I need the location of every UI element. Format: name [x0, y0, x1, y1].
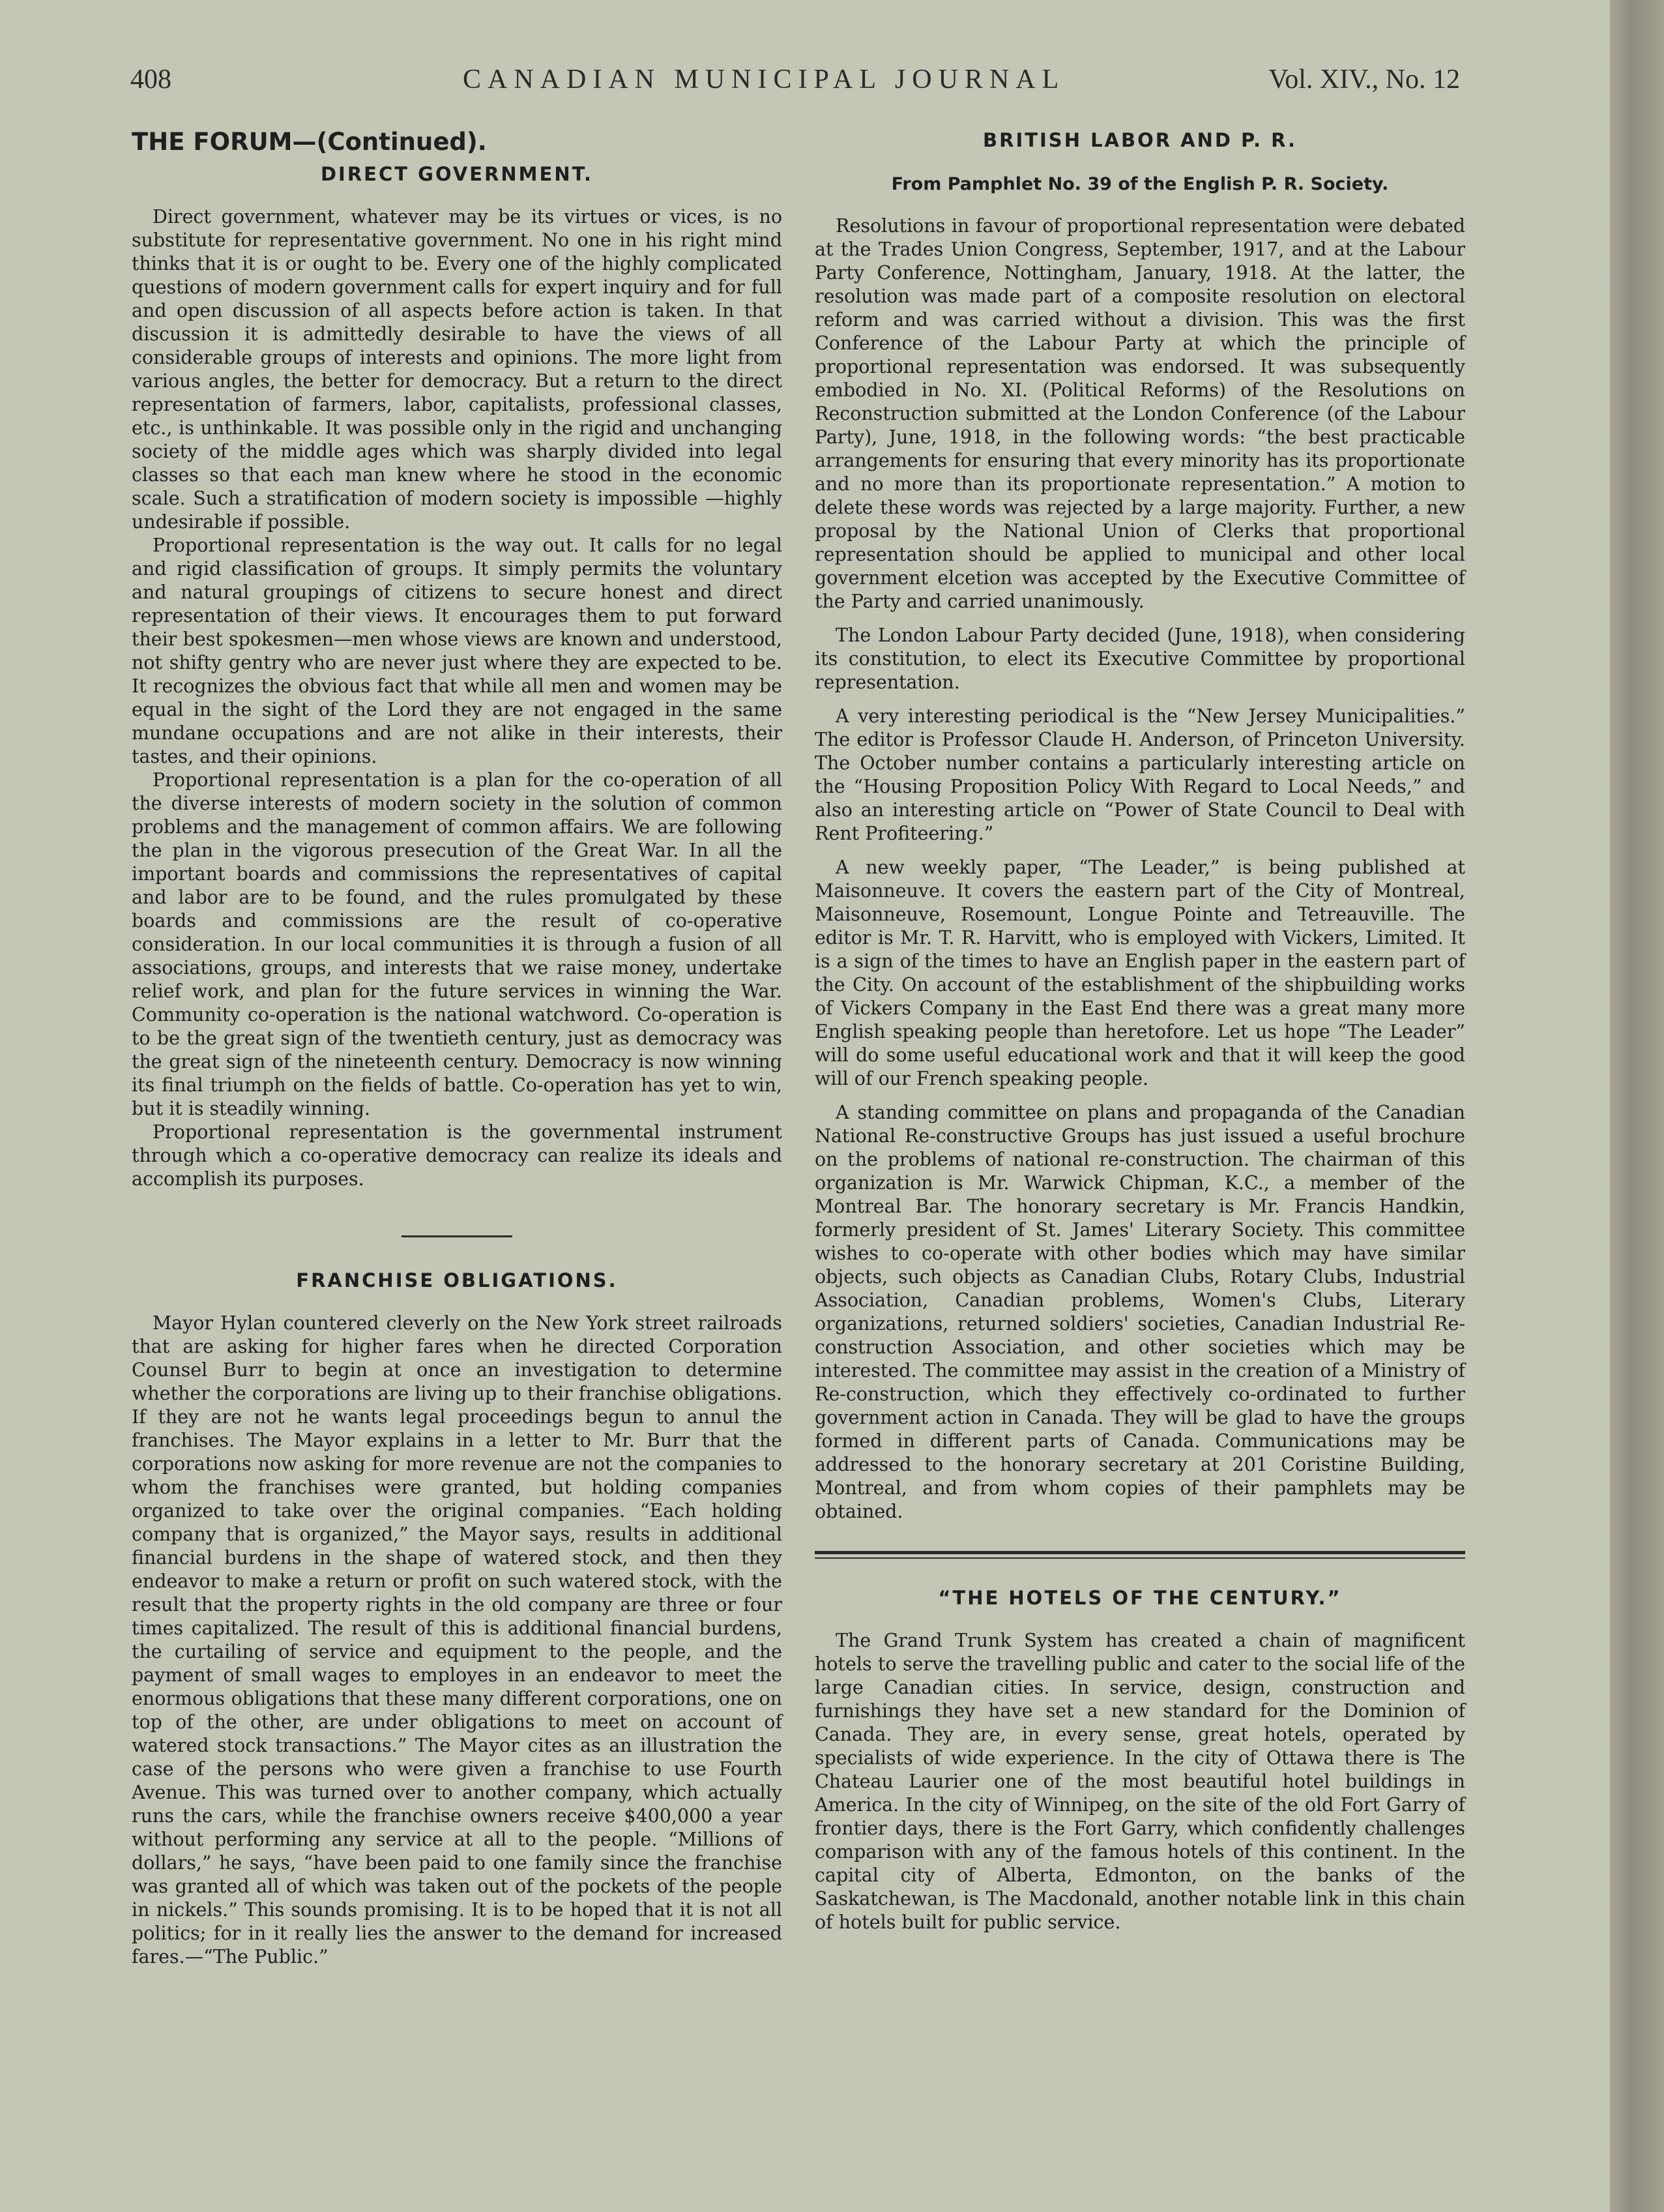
article-paragraph: Proportional representation is the way out. It calls for no legal and rigid classification of groups. It simply permits the voluntary and natural groupings of citizens to secure honest and direct representation of their views. It encourages them to put forward their best spokesmen—men whose views are known and understood, not shifty gentry who are never just where they are expected to be. It recognizes the obvious fact that while all men and women may be equal in the sight of the Lord they are not engaged in the same mundane occupations and are not alike in their interests, their tastes, and their opinions. — [132, 535, 782, 767]
article-paragraph: Direct government, whatever may be its virtues or vices, is no substitute for representative government. No one in his right mind thinks that it is or ought to be. Every one of the highly complicated questions of modern government calls for expert inquiry and for full and open discussion of all aspects before action is taken. In that discussion it is admittedly desirable to have the views of all considerable groups of interests and opinions. The more light from various angles, the better for democracy. But a return to the direct representation of farmers, labor, capitalists, professional classes, etc., is unthinkable. It was possible only in the rigid and unchanging society of the middle ages which was sharply divided into legal classes so that each man knew where he stood in the economic scale. Such a stratification of modern society is impossible —highly undesirable if possible. — [132, 206, 782, 533]
section-divider — [815, 1551, 1465, 1559]
left-column — [132, 127, 782, 1969]
right-column — [815, 127, 1465, 1934]
article-title: “THE HOTELS OF THE CENTURY.” — [938, 1587, 1342, 1609]
article-subtitle: From Pamphlet No. 39 of the English P. R. Society. — [891, 174, 1389, 194]
article-paragraph: A very interesting periodical is the “New Jersey Municipalities.” The editor is Professor Claude H. Anderson, of Princeton University. The October number contains a particularly interesting article on the “Housing Proposition Policy With Regard to Local Needs,” and also an interesting article on “Power of State Council to Deal with Rent Profiteering.” — [815, 705, 1465, 844]
article-title: BRITISH LABOR AND P. R. — [983, 129, 1297, 151]
running-header — [130, 64, 1460, 110]
journal-title: CANADIAN MUNICIPAL JOURNAL — [463, 65, 1066, 95]
article-title: DIRECT GOVERNMENT. — [320, 163, 594, 185]
page-edge — [1610, 0, 1664, 2212]
article-paragraph: A new weekly paper, “The Leader,” is being published at Maisonneuve. It covers the eastern part of the City of Montreal, Maisonneuve, Rosemount, Longue Pointe and Tetreauville. The editor is Mr. T. R. Harvitt, who is employed with Vickers, Limited. It is a sign of the times to have an English paper in the eastern part of the City. On account of the establishment of the shipbuilding works of Vickers Company in the East End there was a great many more English speaking people than heretofore. Let us hope “The Leader” will do some useful educational work and that it will keep the good will of our French speaking people. — [815, 857, 1465, 1089]
volume-number: Vol. XIV., No. 12 — [1268, 65, 1460, 95]
page-number: 408 — [130, 65, 171, 95]
forum-heading: THE FORUM—(Continued). — [132, 128, 487, 156]
article-paragraph: Proportional representation is a plan for the co-operation of all the diverse interests of modern society in the solution of common problems and the management of common affairs. We are following the plan in the vigorous presecution of the Great War. In all the important boards and commissions the representatives of capital and labor are to be found, and the rules promulgated by these boards and commissions are the result of co-operative consideration. In our local communities it is through a fusion of all associations, groups, and interests that we raise money, undertake relief work, and plan for the future services in winning the War. Community co-operation is the national watchword. Co-operation is to be the great sign of the twentieth century, just as democracy was the great sign of the nineteenth century. Democracy is now winning its final triumph on the fields of battle. Co-operation has yet to win, but it is steadily winning. — [132, 769, 782, 1119]
article-paragraph: The London Labour Party decided (June, 1918), when considering its constitution, to elect its Executive Committee by proportional representation. — [815, 625, 1465, 693]
article-paragraph: Mayor Hylan countered cleverly on the New York street railroads that are asking for higher fares when he directed Corporation Counsel Burr to begin at once an investigation to determine whether the corporations are living up to their franchise obligations. If they are not he wants legal proceedings begun to annul the franchises. The Mayor explains in a letter to Mr. Burr that the corporations now asking for more revenue are not the companies to whom the franchises were granted, but holding companies organized to take over the original companies. “Each holding company that is organized,” the Mayor says, results in additional financial burdens in the shape of watered stock, and then they endeavor to make a return or profit on such watered stock, with the result that the property rights in the old company are three or four times capitalized. The result of this is additional financial burdens, the curtailing of service and equipment to the people, and the payment of small wages to employes in an endeavor to meet the enormous obligations that these many different corporations, one on top of the other, are under obligations to meet on account of watered stock transactions.” The Mayor cites as an illustration the case of the persons who were given a franchise to use Fourth Avenue. This was turned over to another company, which actually runs the cars, while the franchise owners receive $400,000 a year without performing any service at all to the people. “Millions of dollars,” he says, “have been paid to one family since the franchise was granted all of which was taken out of the pockets of the people in nickels.” This sounds promising. It is to be hoped that it is not all politics; for in it really lies the answer to the demand for increased fares.—“The Public.” — [132, 1312, 782, 1968]
article-paragraph: Proportional representation is the governmental instrument through which a co-operative democracy can realize its ideals and accomplish its purposes. — [132, 1121, 782, 1190]
section-divider — [401, 1235, 512, 1237]
article-hotels-of-the-century — [815, 1585, 1465, 1934]
article-british-labor — [815, 127, 1465, 1524]
article-title: FRANCHISE OBLIGATIONS. — [296, 1269, 618, 1291]
article-direct-government — [132, 161, 782, 1191]
article-franchise-obligations — [132, 1267, 782, 1969]
article-paragraph: The Grand Trunk System has created a chain of magnificent hotels to serve the travelling public and cater to the social life of the large Canadian cities. In service, design, construction and furnishings they have set a new standard for the Dominion of Canada. They are, in every sense, great hotels, operated by specialists of wide experience. In the city of Ottawa there is The Chateau Laurier one of the most beautiful hotel buildings in America. In the city of Winnipeg, on the site of the old Fort Garry of frontier days, there is the Fort Garry, which confidently challenges comparison with any of the famous hotels of this continent. In the capital city of Alberta, Edmonton, on the banks of the Saskatchewan, is The Macdonald, another notable link in this chain of hotels built for public service. — [815, 1630, 1465, 1933]
article-paragraph: A standing committee on plans and propaganda of the Canadian National Re-constructive Groups has just issued a useful brochure on the problems of national re-construction. The chairman of this organization is Mr. Warwick Chipman, K.C., a member of the Montreal Bar. The honorary secretary is Mr. Francis Handkin, formerly president of St. James' Literary Society. This committee wishes to co-operate with other bodies which may have similar objects, such objects as Canadian Clubs, Rotary Clubs, Industrial Association, Canadian problems, Women's Clubs, Literary organizations, returned soldiers' societies, Canadian Industrial Re-construction Association, and other societies which may be interested. The committee may assist in the creation of a Ministry of Re-construction, which they effectively co-ordinated to further government action in Canada. They will be glad to have the groups formed in different parts of Canada. Communications may be addressed to the honorary secretary at 201 Coristine Building, Montreal, and from whom copies of their pamphlets may be obtained. — [815, 1102, 1465, 1522]
article-paragraph: Resolutions in favour of proportional representation were debated at the Trades Union Congress, September, 1917, and at the Labour Party Conference, Nottingham, January, 1918. At the latter, the resolution was made part of a composite resolution on electoral reform and was carried without a division. This was the first Conference of the Labour Party at which the principle of proportional representation was endorsed. It was subsequently embodied in No. XI. (Political Reforms) of the Resolutions on Reconstruction submitted at the London Conference (of the Labour Party), June, 1918, in the following words: “the best practicable arrangements for ensuring that every minority has its proportionate and no more than its proportionate representation.” A motion to delete these words was rejected by a large majority. Further, a new proposal by the National Union of Clerks that proportional representation should be applied to municipal and other local government elcetion was accepted by the Executive Committee of the Party and carried unanimously. — [815, 215, 1465, 612]
